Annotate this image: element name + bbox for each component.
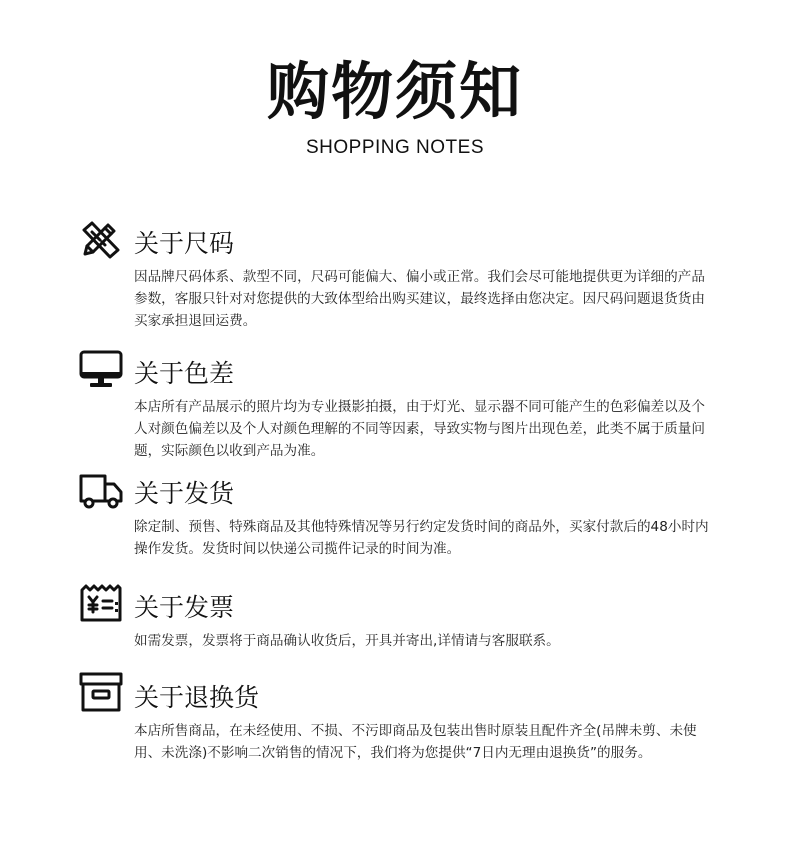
section-body: 本店所有产品展示的照片均为专业摄影拍摄，由于灯光、显示器不同可能产生的色彩偏差以及个人对颜色偏差以及个人对颜色理解的不同等因素，导致实物与图片出现色差，此类不属于质量问题，实际颜色以收到产品为准。 [134,399,705,459]
page-title: 购物须知 [266,55,523,128]
delivery-truck-icon [78,472,124,512]
monitor-icon [78,350,124,390]
section-body: 如需发票，发票将于商品确认收货后，开具并寄出,详情请与客服联系。 [134,633,560,649]
section-body: 除定制、预售、特殊商品及其他特殊情况等另行约定发货时间的商品外，买家付款后的48小时内操作发货。发货时间以快递公司揽件记录的时间为准。 [134,519,709,557]
section-heading: 关于退换货 [134,683,260,712]
section-heading: 关于发货 [134,479,235,508]
section-heading: 关于色差 [134,359,235,388]
section-heading: 关于尺码 [134,229,235,258]
section-heading: 关于发票 [134,593,235,622]
ruler-pencil-icon [78,220,124,260]
invoice-receipt-icon [78,584,124,624]
section-body: 本店所售商品，在未经使用、不损、不污即商品及包装出售时原装且配件齐全(吊牌未剪、未使用、未洗涤)不影响二次销售的情况下，我们将为您提供“7日内无理由退换货”的服务。 [134,723,697,761]
storage-box-icon [78,672,124,712]
page-subtitle: SHOPPING NOTES [305,137,485,158]
section-body: 因品牌尺码体系、款型不同，尺码可能偏大、偏小或正常。我们会尽可能地提供更为详细的产品参数，客服只针对对您提供的大致体型给出购买建议，最终选择由您决定。因尺码问题退货货由买家承担退回运费。 [134,269,705,329]
